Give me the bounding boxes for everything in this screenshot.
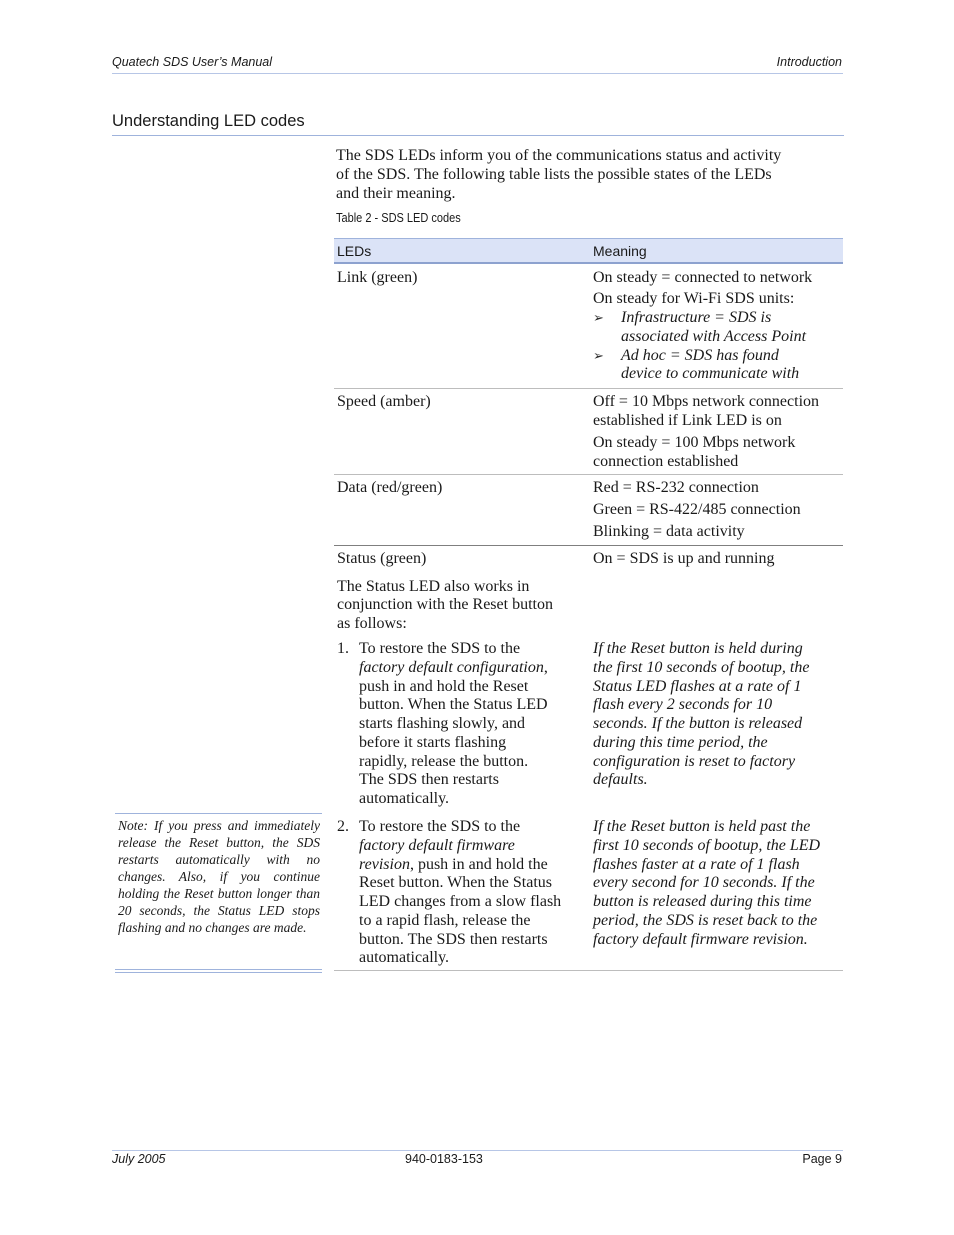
step-line: automatically. [359,949,450,966]
link-bullet-line: Infrastructure = SDS is [621,309,772,326]
data-meaning-line: Green = RS-422/485 connection [593,501,801,518]
speed-meaning-line: Off = 10 Mbps network connection [593,393,820,410]
link-bullet-line: Ad hoc = SDS has found [621,347,779,364]
intro-line: The SDS LEDs inform you of the communications status and activity [336,147,782,164]
header-divider [112,73,843,74]
led-name-data: Data (red/green) [337,479,443,496]
step-result-line: during this time period, the [593,734,768,751]
column-header-leds: LEDs [337,243,372,259]
step-line: button. When the Status LED [359,696,548,713]
status-also-line: The Status LED also works in [337,578,530,595]
arrow-bullet-icon: ➢ [593,348,604,363]
step-line: starts flashing slowly, and [359,715,526,732]
section-title: Understanding LED codes [112,112,305,130]
step-result-line: configuration is reset to factory [593,753,796,770]
data-meaning-line: Blinking = data activity [593,523,745,540]
table-caption: Table 2 - SDS LED codes [336,211,461,225]
link-meaning-line: On steady for Wi-Fi SDS units: [593,290,795,307]
step-result-line: flash every 2 seconds for 10 [593,696,773,713]
note-bottom-rule [115,972,322,973]
footer-page-number: Page 9 [802,1152,842,1166]
speed-meaning-line: established if Link LED is on [593,412,782,429]
step-number: 1. [337,640,349,657]
speed-meaning-line: connection established [593,453,739,470]
led-name-link: Link (green) [337,269,418,286]
step-line: to a rapid flash, release the [359,912,531,929]
step-line: before it starts flashing [359,734,507,751]
note-bottom-rule [115,969,322,970]
step-line: The SDS then restarts [359,771,499,788]
step-result-line: every second for 10 seconds. If the [593,874,815,891]
row-divider [334,388,843,389]
step-line: factory default configuration, [359,659,548,676]
footer-divider [112,1150,843,1151]
step-result-line: If the Reset button is held past the [593,818,811,835]
step-line: factory default firmware [359,837,515,854]
running-header-section: Introduction [776,55,842,69]
step-result-line: Status LED flashes at a rate of 1 [593,678,802,695]
intro-paragraph [336,146,841,203]
step-line: Reset button. When the Status [359,874,553,891]
step-line: automatically. [359,790,450,807]
link-bullet-line: associated with Access Point [621,328,807,345]
step-line: button. The SDS then restarts [359,931,548,948]
column-header-meaning: Meaning [593,243,647,259]
step-result-line: factory default firmware revision. [593,931,808,948]
intro-line: of the SDS. The following table lists the possible states of the LEDs [336,166,772,183]
table-header [334,238,843,264]
led-name-status: Status (green) [337,550,427,567]
row-divider [334,474,843,475]
link-meaning-line: On steady = connected to network [593,269,813,286]
led-name-speed: Speed (amber) [337,393,431,410]
step-result-line: defaults. [593,771,648,788]
status-also-line: as follows: [337,615,407,632]
note-top-rule [115,813,322,814]
step-line: To restore the SDS to the [359,640,521,657]
data-meaning-line: Red = RS-232 connection [593,479,759,496]
step-result-line: flashes faster at a rate of 1 flash [593,856,800,873]
running-header-title: Quatech SDS User’s Manual [112,55,273,69]
step-result-line: seconds. If the button is released [593,715,803,732]
step-result-line: button is released during this time [593,893,812,910]
step-result-line: If the Reset button is held during [593,640,803,657]
step-line: LED changes from a slow flash [359,893,562,910]
step-line: revision, push in and hold the [359,856,548,873]
step-line: To restore the SDS to the [359,818,521,835]
table-bottom-rule [334,970,843,971]
step-line: rapidly, release the button. [359,753,529,770]
section-divider [112,135,844,136]
intro-line: and their meaning. [336,185,456,202]
row-divider [334,545,843,546]
footer-doc-number: 940-0183-153 [405,1152,483,1166]
link-bullet-line: device to communicate with [621,365,800,382]
status-also-line: conjunction with the Reset button [337,596,553,613]
side-note: Note: If you press and immediately release the Reset button, the SDS restarts automatically with no changes. Also, if you continue holding the Reset button longer than 20 seconds, the Status LED stops flashing and no changes are made. [118,818,320,935]
step-result-line: the first 10 seconds of bootup, the [593,659,810,676]
step-number: 2. [337,818,349,835]
speed-meaning-line: On steady = 100 Mbps network [593,434,796,451]
arrow-bullet-icon: ➢ [593,310,604,325]
step-line: push in and hold the Reset [359,678,529,695]
step-result-line: first 10 seconds of bootup, the LED [593,837,821,854]
status-meaning: On = SDS is up and running [593,550,775,567]
step-result-line: period, the SDS is reset back to the [593,912,818,929]
footer-date: July 2005 [112,1152,166,1166]
